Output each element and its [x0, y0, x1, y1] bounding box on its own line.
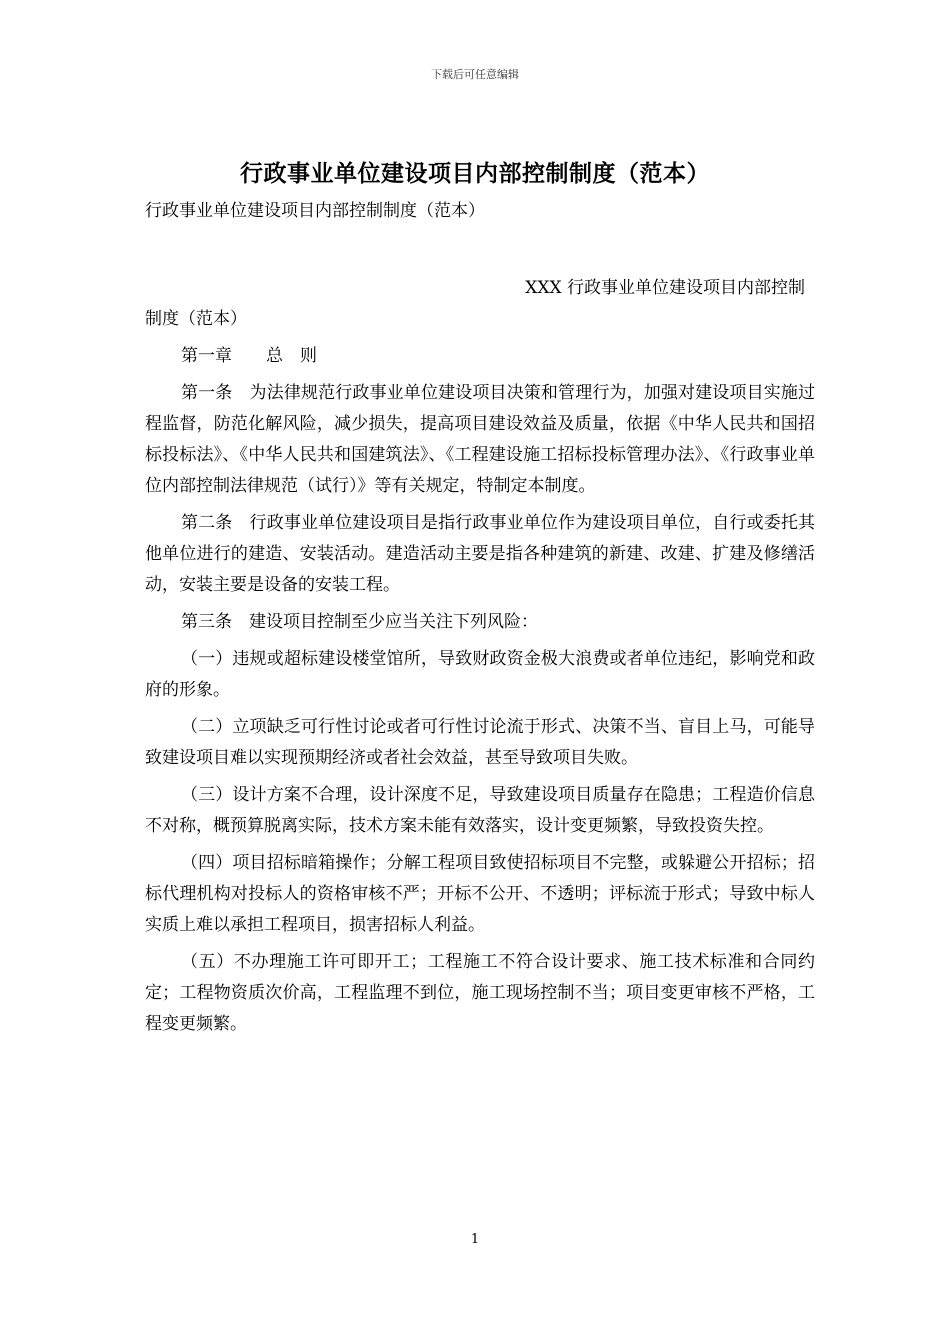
paragraph-article-3: 第三条 建设项目控制至少应当关注下列风险：: [181, 612, 538, 632]
header-note: 下载后可任意编辑: [431, 68, 519, 81]
paragraph-article-1: 第一条 为法律规范行政事业单位建设项目决策和管理行为，加强对建设项目实施过程监督，防范化解风险，减少损失，提高项目建设效益及质量，依据《中华人民共和国招标投标法》、《中华人民共和国建筑法》、《工程建设施工招标投标管理办法》、《行政事业单位内部控制法律规范（试行）》等有关规定，特制定本制度。: [145, 383, 815, 496]
paragraph-risk-1: （一）违规或超标建设楼堂馆所，导致财政资金极大浪费或者单位违纪，影响党和政府的形象。: [145, 649, 815, 700]
paragraph-risk-4: （四）项目招标暗箱操作；分解工程项目致使招标项目不完整，或躲避公开招标；招标代理机构对投标人的资格审核不严；开标不公开、不透明；评标流于形式；导致中标人实质上难以承担工程项目，损害招标人利益。: [145, 853, 815, 935]
document-body: [145, 196, 815, 1040]
paragraph-article-2: 第二条 行政事业单位建设项目是指行政事业单位作为建设项目单位，自行或委托其他单位进行的建造、安装活动。建造活动主要是指各种建筑的新建、改建、扩建及修缮活动，安装主要是设备的安装工程。: [145, 513, 815, 595]
right-heading-continuation: 制度（范本）: [145, 309, 247, 329]
chapter-heading: 第一章 总 则: [181, 346, 317, 366]
spacer: [145, 227, 815, 273]
paragraph-risk-2: （二）立项缺乏可行性讨论或者可行性讨论流于形式、决策不当、盲目上马，可能导致建设项目难以实现预期经济或者社会效益，甚至导致项目失败。: [145, 717, 815, 768]
document-title: 行政事业单位建设项目内部控制制度（范本）: [240, 161, 710, 187]
right-heading: XXX 行政事业单位建设项目内部控制: [525, 278, 805, 298]
page-number: 1: [470, 1232, 480, 1247]
paragraph-risk-3: （三）设计方案不合理，设计深度不足，导致建设项目质量存在隐患；工程造价信息不对称，概预算脱离实际，技术方案未能有效落实，设计变更频繁，导致投资失控。: [145, 785, 815, 836]
document-subtitle: 行政事业单位建设项目内部控制制度（范本）: [145, 201, 485, 221]
paragraph-risk-5: （五）不办理施工许可即开工；工程施工不符合设计要求、施工技术标准和合同约定；工程物资质次价高，工程监理不到位，施工现场控制不当；项目变更审核不严格，工程变更频繁。: [145, 952, 815, 1034]
